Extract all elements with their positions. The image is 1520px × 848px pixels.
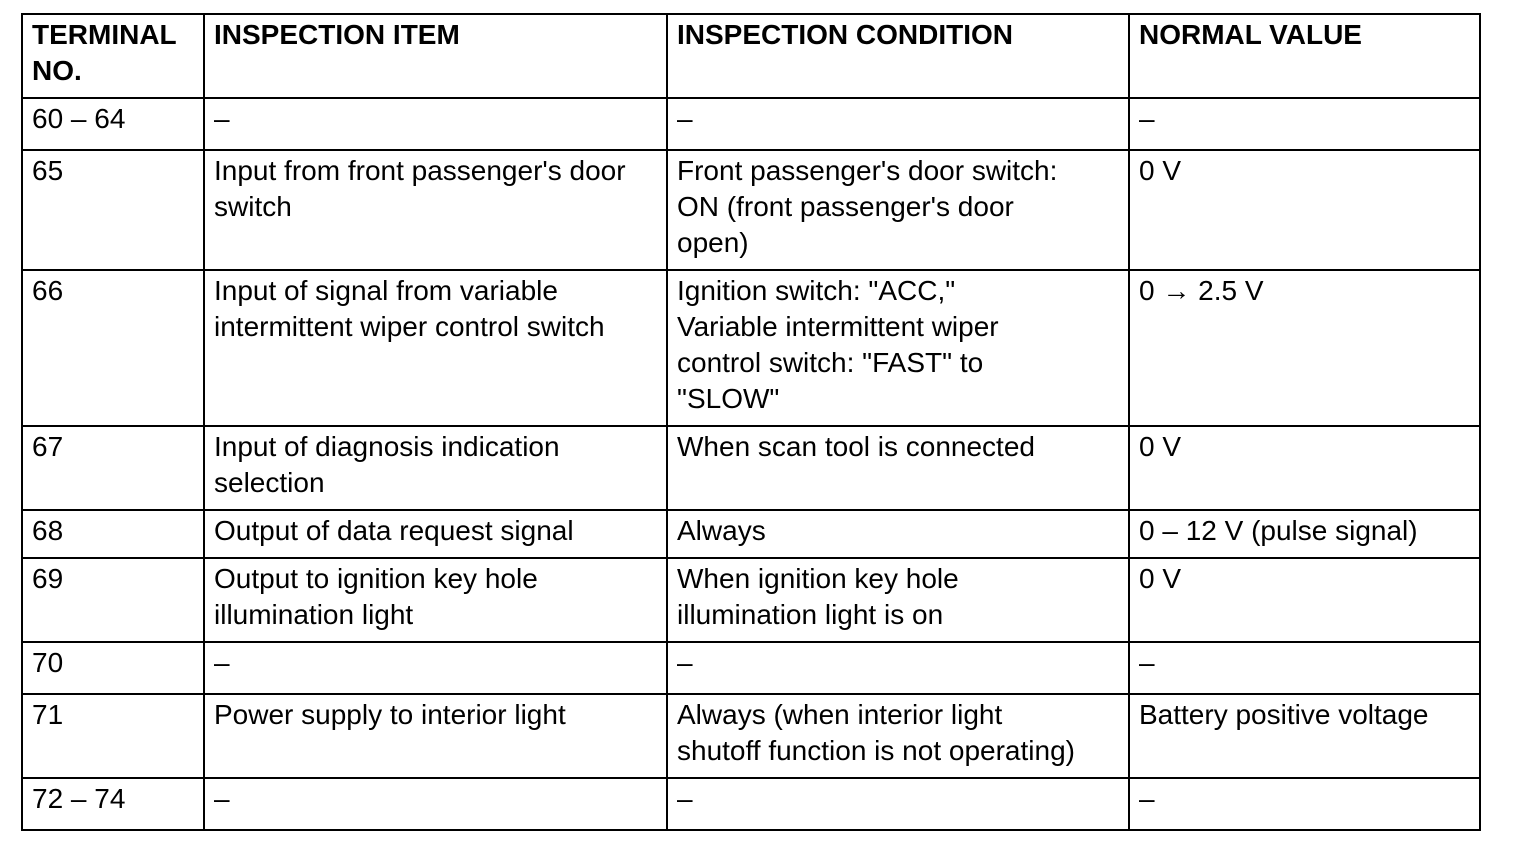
value-cell: – (1129, 642, 1480, 694)
terminal-cell: 69 (22, 558, 204, 642)
table-row (22, 558, 1480, 642)
table-row (22, 270, 1480, 426)
terminal-cell: 72 – 74 (22, 778, 204, 830)
condition-cell: – (667, 98, 1129, 150)
header-terminal-no: TERMINAL NO. (22, 14, 204, 98)
value-cell: 0 V (1129, 426, 1480, 510)
item-cell: Input of signal from variable intermittent wiper control switch (204, 270, 667, 426)
value-cell: Battery positive voltage (1129, 694, 1480, 778)
item-cell: Input of diagnosis indication selection (204, 426, 667, 510)
table-row (22, 98, 1480, 150)
condition-cell: When ignition key hole illumination light is on (667, 558, 1129, 642)
terminal-cell: 68 (22, 510, 204, 558)
header-inspection-condition: INSPECTION CONDITION (667, 14, 1129, 98)
terminal-cell: 66 (22, 270, 204, 426)
table-row (22, 510, 1480, 558)
terminal-cell: 67 (22, 426, 204, 510)
inspection-table (21, 13, 1481, 831)
terminal-cell: 60 – 64 (22, 98, 204, 150)
value-cell: 0 – 12 V (pulse signal) (1129, 510, 1480, 558)
item-cell: – (204, 98, 667, 150)
condition-cell: – (667, 642, 1129, 694)
condition-cell: – (667, 778, 1129, 830)
table-row (22, 778, 1480, 830)
condition-cell: Always (667, 510, 1129, 558)
condition-cell: When scan tool is connected (667, 426, 1129, 510)
item-cell: – (204, 642, 667, 694)
table-row (22, 150, 1480, 270)
item-cell: Power supply to interior light (204, 694, 667, 778)
table-row (22, 694, 1480, 778)
item-cell: Output of data request signal (204, 510, 667, 558)
header-inspection-item: INSPECTION ITEM (204, 14, 667, 98)
value-cell: 0 V (1129, 150, 1480, 270)
table-header-row (22, 14, 1480, 98)
header-normal-value: NORMAL VALUE (1129, 14, 1480, 98)
condition-cell: Front passenger's door switch: ON (front passenger's door open) (667, 150, 1129, 270)
terminal-cell: 70 (22, 642, 204, 694)
value-cell: 0 → 2.5 V (1129, 270, 1480, 426)
terminal-cell: 71 (22, 694, 204, 778)
condition-cell: Ignition switch: "ACC," Variable intermittent wiper control switch: "FAST" to "SLOW" (667, 270, 1129, 426)
value-cell: – (1129, 98, 1480, 150)
table-row (22, 642, 1480, 694)
item-cell: – (204, 778, 667, 830)
item-cell: Input from front passenger's door switch (204, 150, 667, 270)
condition-cell: Always (when interior light shutoff function is not operating) (667, 694, 1129, 778)
terminal-cell: 65 (22, 150, 204, 270)
value-cell: – (1129, 778, 1480, 830)
value-cell: 0 V (1129, 558, 1480, 642)
item-cell: Output to ignition key hole illumination light (204, 558, 667, 642)
table-row (22, 426, 1480, 510)
